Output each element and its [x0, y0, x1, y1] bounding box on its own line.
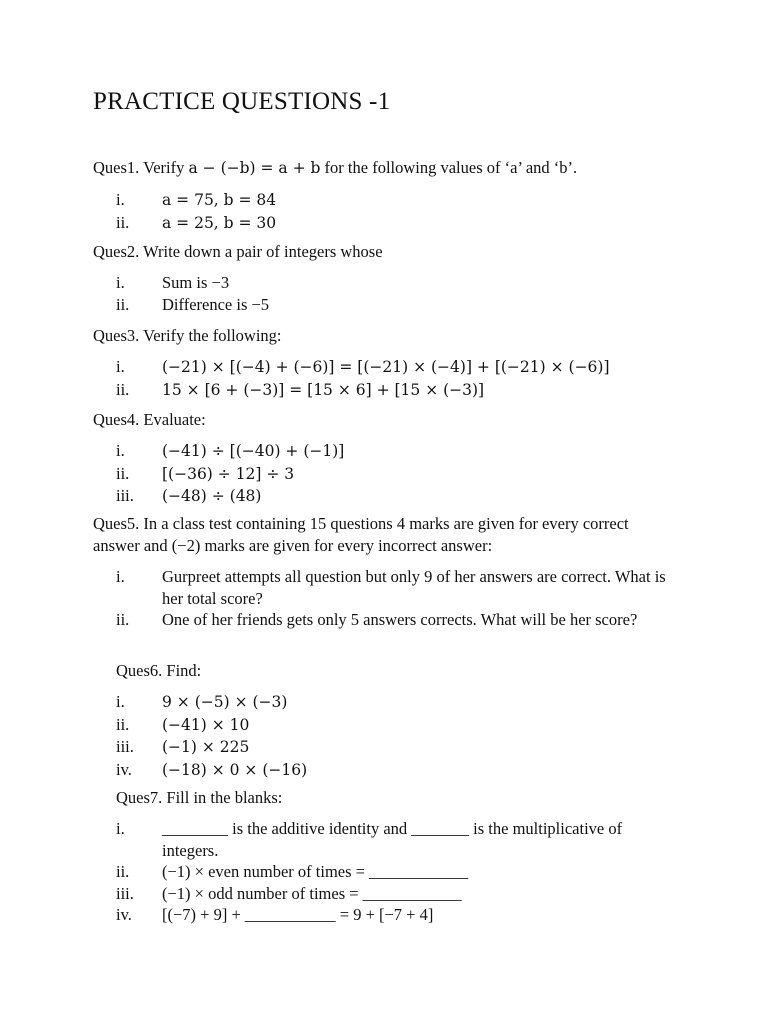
page-title: PRACTICE QUESTIONS -1: [93, 88, 391, 115]
list-item: ii. (−41) × 10: [116, 714, 250, 734]
list-item: ii. [(−36) ÷ 12] ÷ 3: [116, 463, 295, 483]
list-item: i. Sum is −3: [116, 273, 230, 292]
question-7: Ques7. Fill in the blanks:: [116, 788, 283, 807]
list-item: ii. 15 × [6 + (−3)] = [15 × 6] + [15 × (−3)]: [116, 379, 485, 399]
question-6: Ques6. Find:: [116, 661, 202, 680]
question-2: Ques2. Write down a pair of integers whose: [93, 242, 383, 261]
list-item: i. (−21) × [(−4) + (−6)] = [(−21) × (−4)] + [(−21) × (−6)]: [116, 357, 610, 376]
question-5-items: [116, 566, 674, 631]
list-item: i. 9 × (−5) × (−3): [116, 692, 288, 711]
list-item: iv. (−18) × 0 × (−16): [116, 759, 308, 779]
question-1-identity: a − (−b) = a + b: [188, 159, 321, 177]
list-item: ii. (−1) × even number of times = ____________: [116, 862, 469, 881]
question-1-label: Ques1. Verify: [93, 158, 185, 177]
question-6-items: [116, 691, 307, 781]
list-item: iv. [(−7) + 9] + ___________ = 9 + [−7 + 4]: [116, 905, 434, 924]
question-1-items: [116, 189, 276, 234]
question-4-items: [116, 440, 344, 508]
list-item: iii. (−1) × 225: [116, 737, 250, 756]
question-3: Ques3. Verify the following:: [93, 326, 282, 345]
question-5: Ques5. In a class test containing 15 questions 4 marks are given for every correct answer and (−2) marks are given for every incorrect answer:: [93, 514, 629, 555]
question-4: Ques4. Evaluate:: [93, 410, 206, 429]
list-item: i. ________ is the additive identity and _______ is the multiplicative of integers.: [116, 819, 623, 860]
list-item: iii. (−48) ÷ (48): [116, 486, 262, 505]
list-item: i. Gurpreet attempts all question but only 9 of her answers are correct. What is her total score?: [116, 567, 666, 608]
question-2-items: [116, 272, 269, 315]
list-item: ii. Difference is −5: [116, 294, 270, 314]
list-item: iii. (−1) × odd number of times = ____________: [116, 883, 462, 903]
list-item: ii. a = 25, b = 30: [116, 212, 277, 232]
question-3-items: [116, 356, 610, 401]
list-item: ii. One of her friends gets only 5 answers corrects. What will be her score?: [116, 610, 638, 629]
list-item: i. a = 75, b = 84: [116, 190, 277, 209]
question-1-text: for the following values of ‘a’ and ‘b’.: [324, 158, 578, 177]
question-1: [93, 157, 577, 179]
question-7-items: [116, 818, 674, 926]
list-item: i. (−41) ÷ [(−40) + (−1)]: [116, 441, 345, 460]
